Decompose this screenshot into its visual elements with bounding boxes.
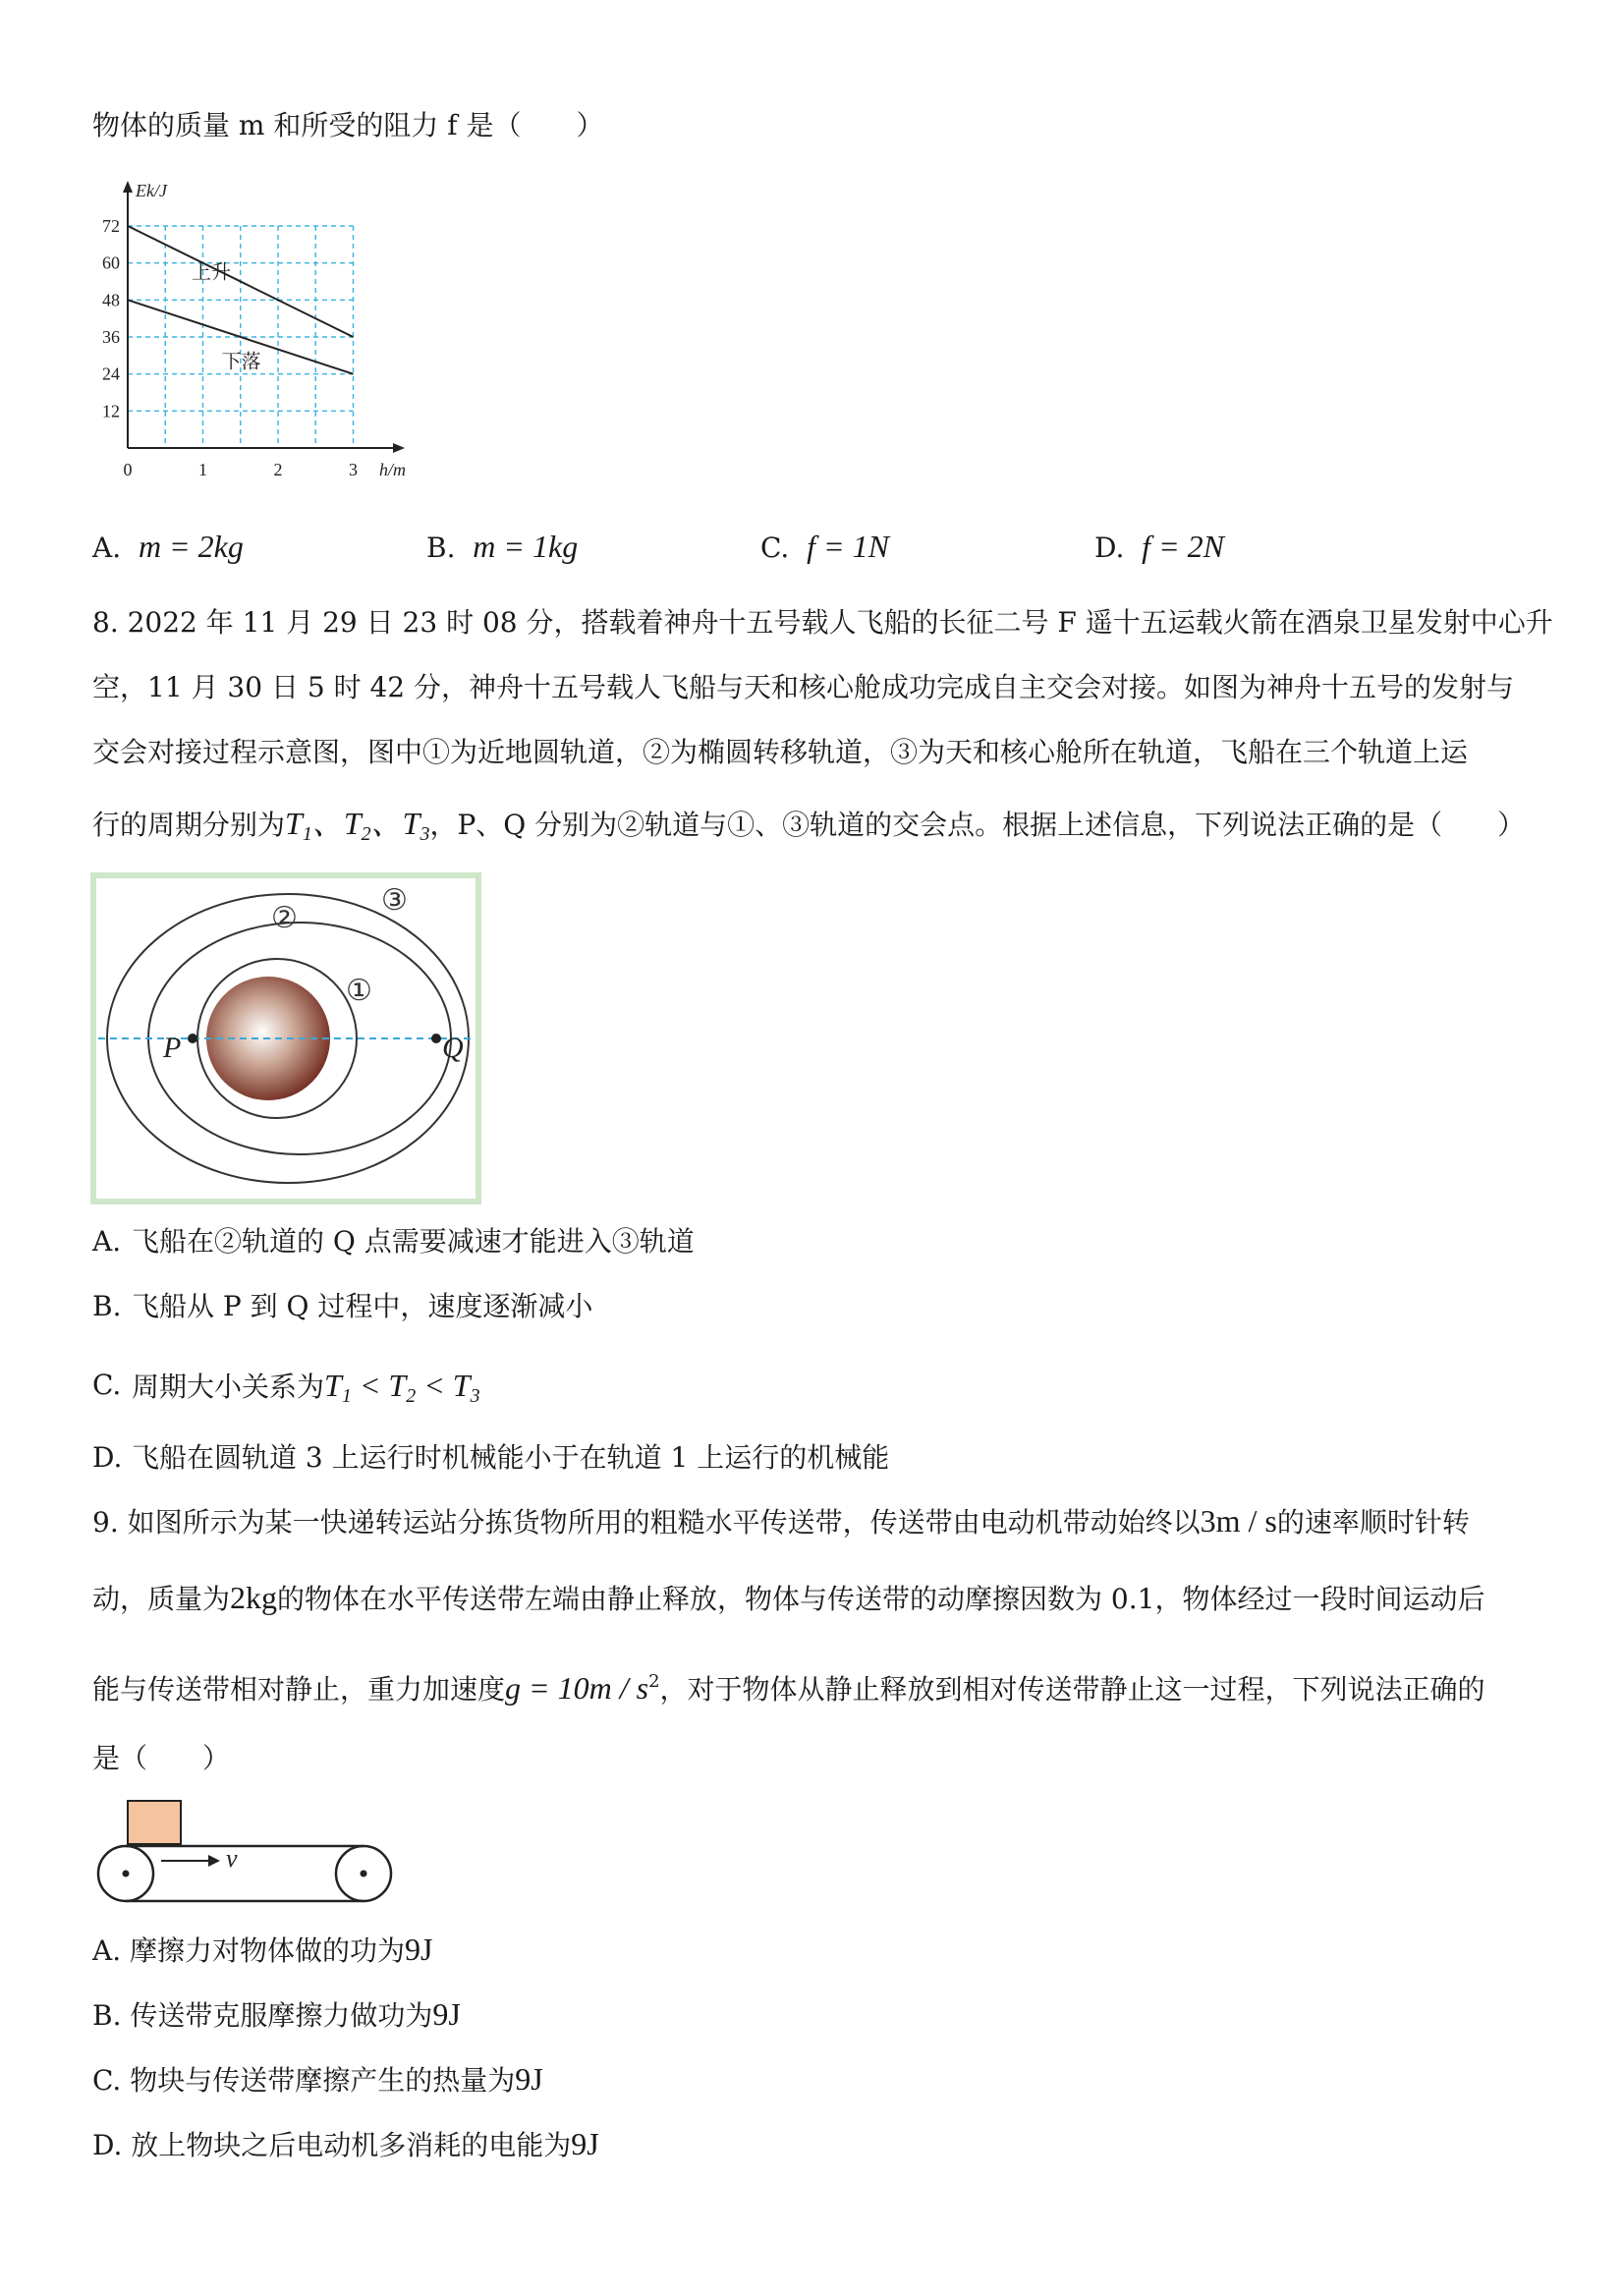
q7-stem: 物体的质量 m 和所受的阻力 f 是（ ）: [92, 109, 604, 141]
q7-option-a[interactable]: [92, 527, 244, 568]
option-value: 9J: [432, 1996, 461, 2032]
q9-line-2: [92, 1578, 1484, 1619]
option-text: 传送带克服摩擦力做功为: [130, 1999, 433, 2032]
q7-option-c[interactable]: [760, 527, 889, 568]
box: [128, 1801, 181, 1844]
option-text: 摩擦力对物体做的功为: [130, 1934, 406, 1967]
q8-option-d-text: 飞船在圆轨道 3 上运行时机械能小于在轨道 1 上运行的机械能: [132, 1441, 890, 1474]
label-orbit-2: ②: [271, 902, 298, 934]
y-tick-label: 12: [102, 401, 120, 421]
q8-line-1: 8. 2022 年 11 月 29 日 23 时 08 分，搭载着神舟十五号载人飞船的长征二号 F 遥十五运载火箭在酒泉卫星发射中心升: [92, 606, 1553, 639]
q9-conveyor-diagram: [92, 1798, 397, 1906]
period-inequality: $T_1 < T_2 < T_3$: [324, 1368, 480, 1407]
q9-line-2-rest: 的物体在水平传送带左端由静止释放，物体与传送带的动摩擦因数为 0.1，物体经过一段时间运动后: [277, 1583, 1485, 1615]
y-axis-label: Ek/J: [136, 181, 167, 200]
y-tick-label: 72: [102, 216, 120, 236]
series-label-up: 上升: [192, 261, 232, 284]
q9-line-3-rest: ，对于物体从静止释放到相对传送带静止这一过程，下列说法正确的: [659, 1673, 1485, 1706]
q8-option-a-text: 飞船在②轨道的 Q 点需要减速才能进入③轨道: [132, 1225, 695, 1258]
q9-option-a[interactable]: [92, 1930, 433, 1971]
q7-option-d[interactable]: [1094, 527, 1224, 568]
q7-option-b[interactable]: [426, 527, 578, 568]
option-key: D.: [92, 2129, 123, 2161]
x-axis-arrow: [393, 443, 405, 453]
x-tick-label: 3: [349, 460, 358, 479]
q7-ek-h-chart: [81, 175, 434, 489]
y-axis-arrow: [123, 181, 133, 193]
belt-speed: 3m / s: [1200, 1503, 1277, 1539]
x-tick-label: 1: [198, 460, 207, 479]
option-key: A.: [92, 1934, 122, 1967]
q9-line-4: 是（ ）: [92, 1742, 231, 1774]
q8-option-b[interactable]: B.: [92, 1290, 122, 1322]
q8-option-d[interactable]: D.: [92, 1441, 123, 1474]
y-tick-label: 36: [102, 327, 120, 347]
left-pulley-center: [123, 1871, 130, 1877]
q9-line-3: [92, 1662, 1485, 1709]
point-q: [431, 1034, 441, 1043]
q8-option-c-content: [132, 1366, 480, 1416]
option-text: 物块与传送带摩擦产生的热量为: [130, 2064, 516, 2097]
q8-line-4-text: 行的周期分别为: [92, 809, 286, 841]
y-tick-label: 48: [102, 290, 120, 310]
velocity-label: v: [226, 1844, 238, 1873]
y-tick-label: 24: [102, 364, 120, 384]
option-text: 放上物块之后电动机多消耗的电能为: [131, 2129, 572, 2161]
q8-orbit-diagram: [90, 872, 481, 1204]
series-label-down: 下落: [221, 351, 261, 373]
q9-option-d[interactable]: [92, 2124, 599, 2165]
q8-line-3: 交会对接过程示意图，图中①为近地圆轨道，②为椭圆转移轨道，③为天和核心舱所在轨道，飞船在三个轨道上运: [92, 736, 1469, 768]
q8-line-4: [92, 804, 1525, 854]
option-text: f = 1N: [807, 529, 889, 564]
option-text: f = 2N: [1142, 529, 1224, 564]
option-key: B.: [92, 1999, 122, 2032]
label-orbit-3: ③: [381, 884, 408, 917]
x-axis-label: h/m: [379, 460, 406, 479]
q9-option-b[interactable]: [92, 1994, 461, 2036]
q9-line-3-text: 能与传送带相对静止，重力加速度: [92, 1673, 506, 1706]
object-mass: 2kg: [230, 1580, 278, 1615]
series-line-up: [128, 226, 354, 337]
q9-option-c[interactable]: [92, 2059, 543, 2100]
q9-line-2-text: 动，质量为: [92, 1583, 231, 1615]
y-tick-label: 60: [102, 252, 120, 273]
q8-option-a[interactable]: A.: [92, 1225, 122, 1258]
option-value: 9J: [405, 1932, 433, 1967]
q9-line-1-rest: 的速率顺时针转: [1276, 1506, 1470, 1539]
gravity-exponent: 2: [648, 1671, 660, 1692]
q8-option-c[interactable]: C.: [92, 1369, 122, 1401]
q8-option-b-text: 飞船从 P 到 Q 过程中，速度逐渐减小: [132, 1290, 593, 1322]
option-value: 9J: [571, 2126, 599, 2161]
option-text: m = 2kg: [138, 529, 244, 564]
period-symbols: $T_1$、$T_2$、$T_3$: [285, 806, 430, 845]
label-orbit-1: ①: [346, 975, 372, 1007]
gravity-value: g = 10m / s: [505, 1670, 649, 1706]
label-p: P: [163, 1032, 182, 1064]
point-p: [188, 1034, 197, 1043]
option-key: B.: [426, 532, 456, 564]
q8-line-4-rest: ，P、Q 分别为②轨道与①、③轨道的交会点。根据上述信息，下列说法正确的是（ ）: [429, 809, 1526, 841]
option-text: 周期大小关系为: [132, 1371, 325, 1403]
q8-line-2: 空，11 月 30 日 5 时 42 分，神舟十五号载人飞船与天和核心舱成功完成自主交会对接。如图为神舟十五号的发射与: [92, 671, 1515, 703]
option-key: C.: [760, 532, 790, 564]
option-text: m = 1kg: [473, 529, 579, 564]
velocity-arrowhead: [208, 1855, 220, 1867]
x-tick-label: 0: [123, 460, 133, 479]
label-q: Q: [442, 1032, 464, 1064]
option-key: D.: [1094, 532, 1125, 564]
option-value: 9J: [515, 2061, 543, 2097]
q9-line-1: [92, 1501, 1470, 1542]
q9-line-1-text: 9. 如图所示为某一快递转运站分拣货物所用的粗糙水平传送带，传送带由电动机带动始终以: [92, 1506, 1201, 1539]
option-key: C.: [92, 2064, 122, 2097]
x-tick-label: 2: [273, 460, 283, 479]
right-pulley-center: [361, 1871, 367, 1877]
option-key: A.: [92, 532, 122, 564]
